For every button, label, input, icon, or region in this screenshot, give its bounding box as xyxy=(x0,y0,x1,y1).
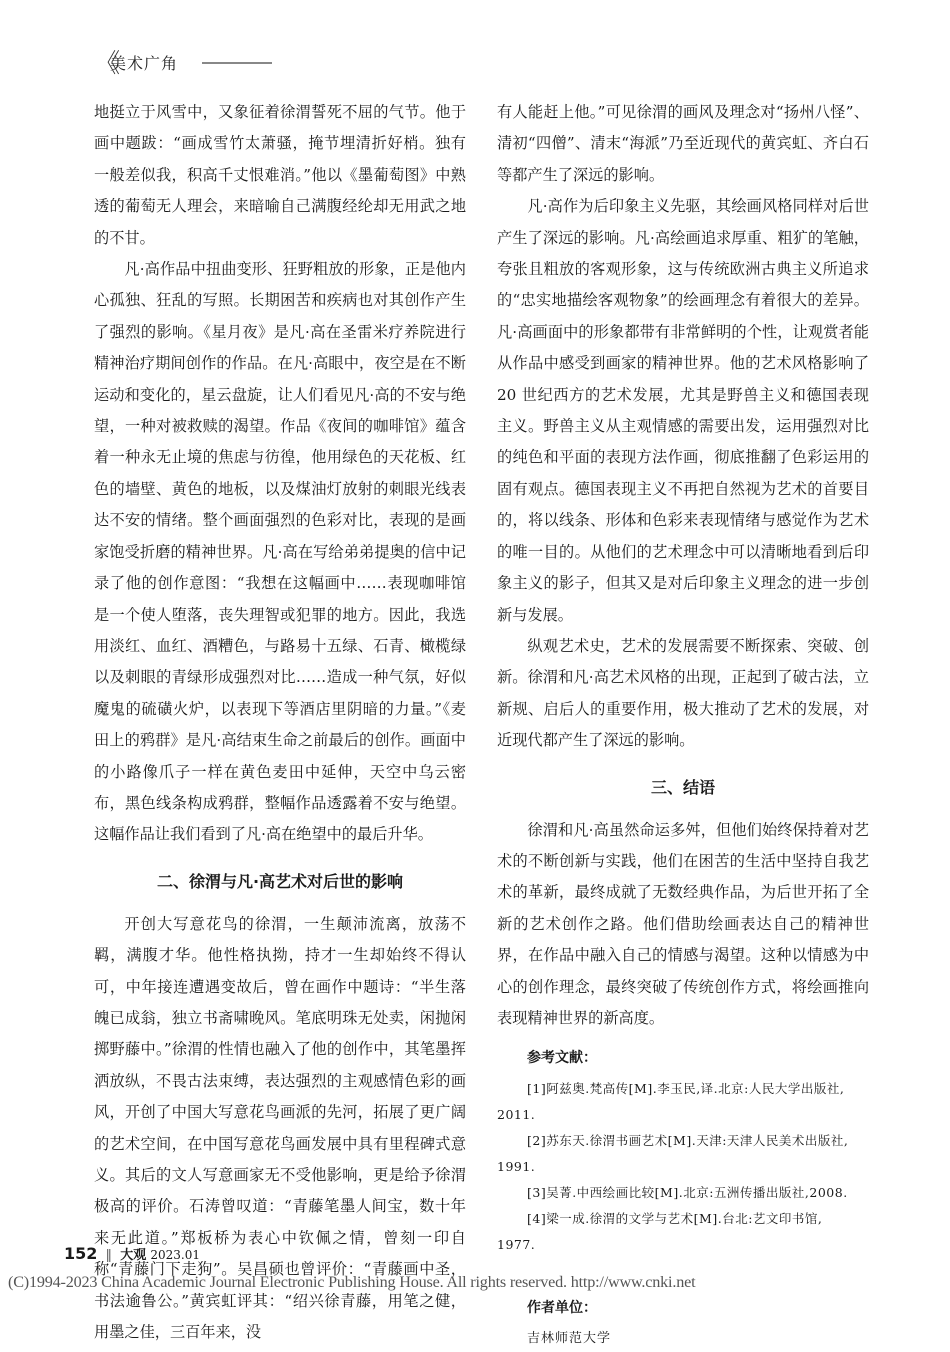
reference-item: [4]梁一成.徐渭的文学与艺术[M].台北:艺文印书馆, xyxy=(527,1211,823,1227)
references-title: 参考文献： xyxy=(527,1050,597,1067)
section-title: 美术广角 xyxy=(110,54,179,73)
affiliation-title: 作者单位： xyxy=(527,1300,597,1317)
page-number: 152 xyxy=(64,1244,98,1263)
reference-item-cont: 2011. xyxy=(497,1107,536,1123)
header-rule xyxy=(202,62,272,64)
issue-year: 2023.01 xyxy=(150,1248,200,1262)
paragraph: 徐渭和凡·高虽然命运多舛，但他们始终保持着对艺术的不断创新与实践，他们在困苦的生活中坚持自我艺术的革新，最终成就了无数经典作品，为后世开拓了全新的艺术创作之路。他们借助绘画表达自己的精神世界，在作品中融入自己的情感与渴望。这种以情感为中心的创作理念，最终突破了传统创作方式，将绘画推向表现精神世界的新高度。 xyxy=(497,820,869,1027)
section-heading: 二、徐渭与凡·高艺术对后世的影响 xyxy=(156,871,404,891)
affiliation: 吉林师范大学 xyxy=(527,1331,612,1347)
paragraph: 凡·高作品中扭曲变形、狂野粗放的形象，正是他内心孤独、狂乱的写照。长期困苦和疾病也对其创作产生了强烈的影响。《星月夜》是凡·高在圣雷米疗养院进行精神治疗期间创作的作品。在凡·高眼中，夜空是在不断运动和变化的，星云盘旋，让人们看见凡·高的不安与绝望，一种对被救赎的渴望。作品《夜间的咖啡馆》蕴含着一种永无止境的焦虑与彷徨，他用绿色的天花板、红色的墙壁、黄色的地板，以及煤油灯放射的刺眼光线表达不安的情绪。整个画面强烈的色彩对比，表现的是画家饱受折磨的精神世界。凡·高在写给弟弟提奥的信中记录了他的创作意图：“我想在这幅画中……表现咖啡馆是一个使人堕落，丧失理智或犯罪的地方。因此，我选用淡红、血红、酒糟色，与路易十五绿、石青、橄榄绿以及刺眼的青绿形成强烈对比……造成一种气氛，好似魔鬼的硫磺火炉，以表现下等酒店里阴暗的力量。”《麦田上的鸦群》是凡·高结束生命之前最后的创作。画面中的小路像爪子一样在黄色麦田中延伸，天空中乌云密布，黑色线条构成鸦群，整幅作品透露着不安与绝望。这幅作品让我们看到了凡·高在绝望中的最后升华。 xyxy=(94,260,466,844)
left-column xyxy=(94,97,466,1348)
footer-separator: ‖ xyxy=(105,1248,113,1263)
section-header xyxy=(94,50,254,80)
header-bracket: 《 xyxy=(94,49,121,79)
reference-item: [3]吴菁.中西绘画比较[M].北京:五洲传播出版社,2008. xyxy=(527,1185,848,1201)
paragraph: 地挺立于风雪中，又象征着徐渭誓死不屈的气节。他于画中题跋：“画成雪竹太萧骚，掩节埋清折好梢。独有一般差似我，积高千丈恨难消。”他以《墨葡萄图》中熟透的葡萄无人理会，来暗喻自己满腹经纶却无用武之地的不甘。 xyxy=(94,103,466,247)
paragraph: 有人能赶上他。”可见徐渭的画风及理念对“扬州八怪”、清初“四僧”、清末“海派”乃至近现代的黄宾虹、齐白石等都产生了深远的影响。 xyxy=(497,103,869,184)
reference-item: [1]阿兹奥.梵高传[M].李玉民,译.北京:人民大学出版社, xyxy=(527,1081,845,1097)
paragraph: 开创大写意花鸟的徐渭，一生颠沛流离，放荡不羁，满腹才华。他性格执拗，持才一生却始终不得认可，中年接连遭遇变故后，曾在画作中题诗：“半生落魄已成翁，独立书斋啸晚风。笔底明珠无处卖，闲抛闲掷野藤中。”徐渭的性情也融入了他的创作中，其笔墨挥洒放纵，不畏古法束缚，表达强烈的主观感情色彩的画风，开创了中国大写意花鸟画派的先河，拓展了更广阔的艺术空间，在中国写意花鸟画发展中具有里程碑式意义。其后的文人写意画家无不受他影响，更是给予徐渭极高的评价。石涛曾叹道：“青藤笔墨人间宝，数十年来无此道。”郑板桥为表心中钦佩之情，曾刻一印自称“青藤门下走狗”。吴昌硕也曾评价：“青藤画中圣，书法逾鲁公。”黄宾虹评其：“绍兴徐青藤，用笔之健，用墨之佳，三百年来，没 xyxy=(94,914,466,1342)
paragraph: 纵观艺术史，艺术的发展需要不断探索、突破、创新。徐渭和凡·高艺术风格的出现，正起到了破古法，立新规、启后人的重要作用，极大推动了艺术的发展，对近现代都产生了深远的影响。 xyxy=(497,636,869,750)
section-heading: 三、结语 xyxy=(650,777,715,797)
page-footer xyxy=(64,1244,200,1266)
reference-item-cont: 1991. xyxy=(497,1159,536,1175)
journal-name: 大观 xyxy=(120,1248,147,1263)
reference-item: [2]苏东天.徐渭书画艺术[M].天津:天津人民美术出版社, xyxy=(527,1133,849,1149)
reference-item-cont: 1977. xyxy=(497,1237,536,1253)
paragraph: 凡·高作为后印象主义先驱，其绘画风格同样对后世产生了深远的影响。凡·高绘画追求厚重、粗犷的笔触，夸张且粗放的客观形象，这与传统欧洲古典主义所追求的“忠实地描绘客观物象”的绘画理念有着很大的差异。凡·高画面中的形象都带有非常鲜明的个性，让观赏者能从作品中感受到画家的精神世界。他的艺术风格影响了 20 世纪西方的艺术发展，尤其是野兽主义和德国表现主义。野兽主义从主观情感的需要出发，运用强烈对比的纯色和平面的表现方法作画，彻底推翻了色彩运用的固有观点。德国表现主义不再把自然视为艺术的首要目的，将以线条、形体和色彩来表现情绪与感觉作为艺术的唯一目的。从他们的艺术理念中可以清晰地看到后印象主义的影子，但其又是对后印象主义理念的进一步创新与发展。 xyxy=(497,197,869,624)
right-column xyxy=(497,97,869,1352)
copyright-notice: (C)1994-2023 China Academic Journal Electronic Publishing House. All rights reserved. http://www.cnki.net xyxy=(8,1273,696,1291)
